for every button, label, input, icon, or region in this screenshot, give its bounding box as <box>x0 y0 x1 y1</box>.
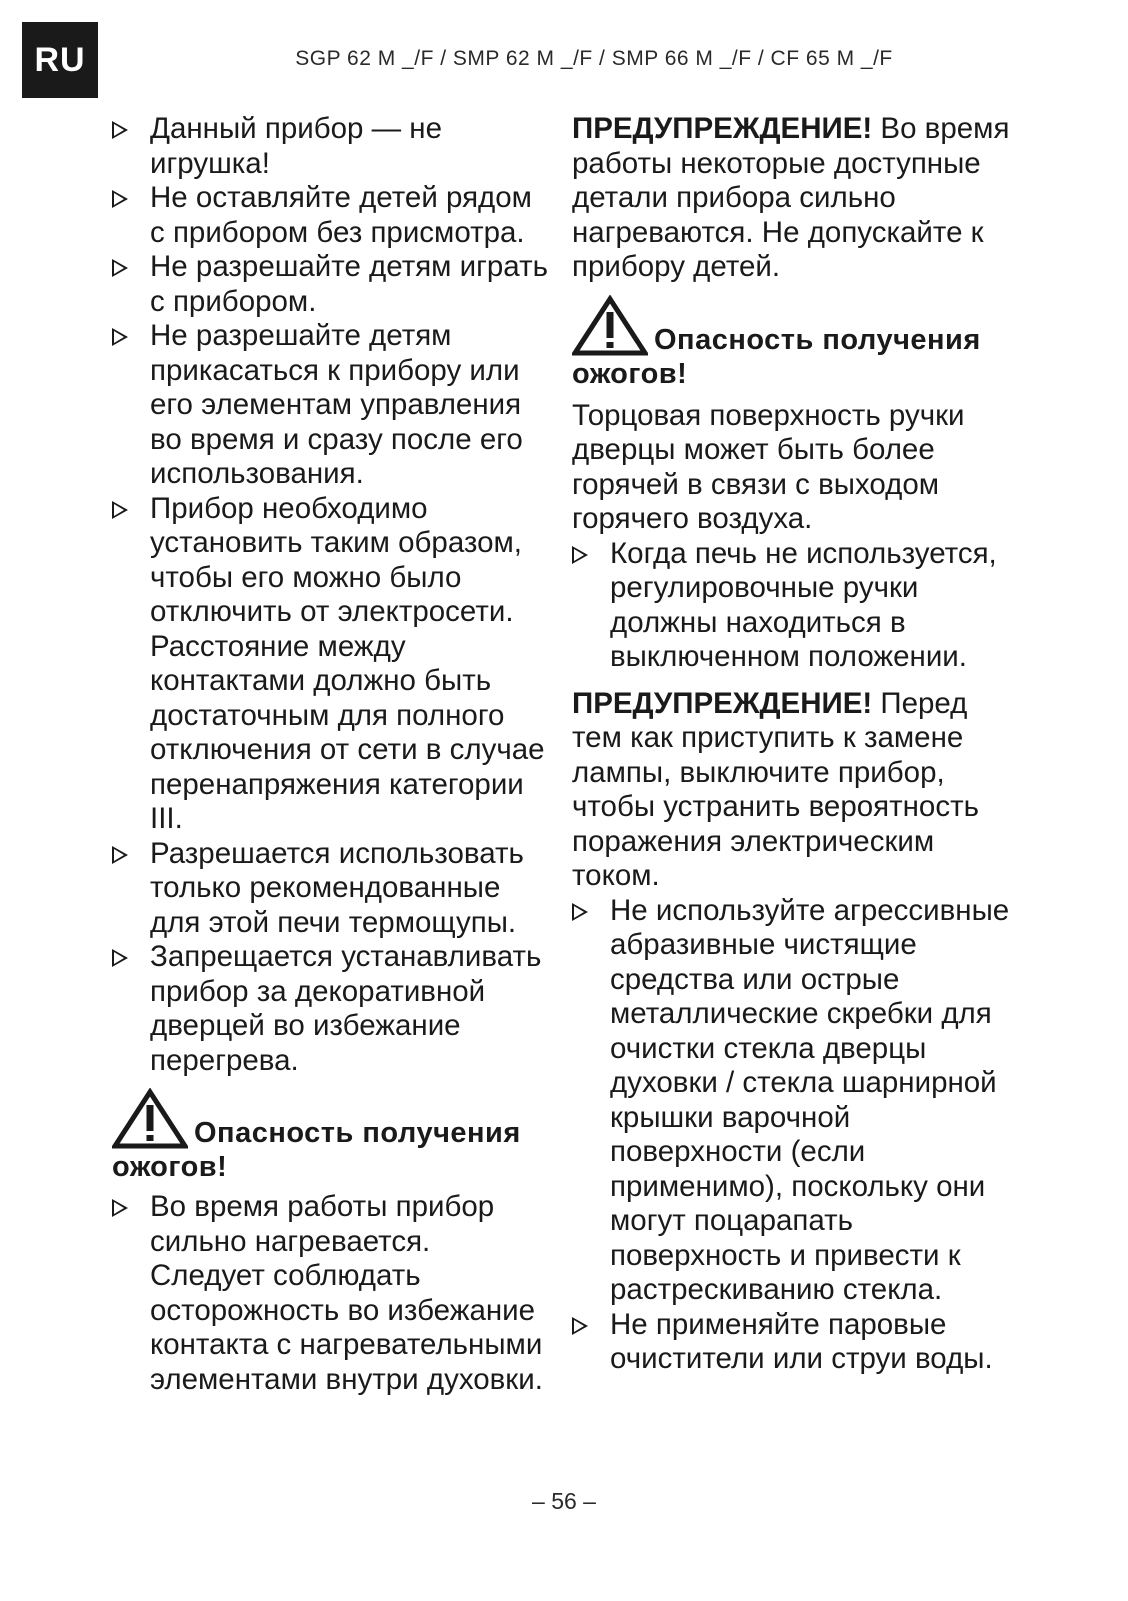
heading-line-2: ожогов! <box>112 1151 228 1183</box>
warning-triangle-icon <box>572 295 648 357</box>
triangle-bullet-icon <box>112 1199 128 1217</box>
burn-warning-heading <box>112 1088 552 1184</box>
triangle-bullet-icon <box>112 259 128 277</box>
triangle-bullet-icon <box>112 121 128 139</box>
list-item-text: Запрещается устанавливать прибор за декоративной дверцей во избежание перегрева. <box>150 940 542 1077</box>
warning-paragraph <box>572 112 1012 285</box>
heading-line-2: ожогов! <box>572 357 688 390</box>
language-badge: RU <box>22 22 98 98</box>
triangle-bullet-icon <box>572 546 588 564</box>
triangle-bullet-icon <box>572 1317 588 1335</box>
warning-paragraph <box>572 687 1012 894</box>
list-item-text: Не применяйте паровые очистители или струи воды. <box>610 1307 993 1375</box>
triangle-bullet-icon <box>112 501 128 519</box>
triangle-bullet-icon <box>112 846 128 864</box>
list-item-text: Не разрешайте детям играть с прибором. <box>150 250 548 318</box>
model-list-header: SGP 62 M _/F / SMP 62 M _/F / SMP 66 M _/F / CF 65 M _/F <box>295 47 893 70</box>
list-item-text: Данный прибор — не игрушка! <box>150 112 443 180</box>
burn-warning-heading <box>572 295 1012 391</box>
list-item <box>572 1308 1012 1377</box>
warning-label: ПРЕДУПРЕЖДЕНИЕ! <box>572 686 873 720</box>
list-item <box>112 319 552 492</box>
burn-paragraph: Торцовая поверхность ручки дверцы может быть более горячей в связи с выходом горячего воздуха. <box>572 398 965 535</box>
list-item <box>112 112 552 181</box>
list-item-text: Разрешается использовать только рекомендованные для этой печи термощупы. <box>150 836 524 939</box>
list-item <box>112 250 552 319</box>
warning-label: ПРЕДУПРЕЖДЕНИЕ! <box>572 112 873 145</box>
triangle-bullet-icon <box>112 949 128 967</box>
heading-line-1: Опасность получения <box>194 1117 521 1149</box>
page-number: – 56 – <box>532 1488 596 1514</box>
list-item-text: Прибор необходимо установить таким образом, чтобы его можно было отключить от электросети. Расстояние между контактами должно быть достаточным для полного отключения от сети в случае перенапряжения категории III. <box>150 491 545 835</box>
list-item-text: Во время работы прибор сильно нагревается. Следует соблюдать осторожность во избежание контакта с нагревательными элементами внутри духовки. <box>150 1190 543 1396</box>
list-item <box>112 492 552 837</box>
triangle-bullet-icon <box>572 903 588 921</box>
list-item <box>112 940 552 1078</box>
triangle-bullet-icon <box>112 190 128 208</box>
list-item-text: Не разрешайте детям прикасаться к прибору или его элементам управления во время и сразу после его использования. <box>150 319 523 490</box>
list-item-text: Не оставляйте детей рядом с прибором без присмотра. <box>150 181 532 249</box>
right-column <box>572 112 1012 1377</box>
list-item <box>572 894 1012 1308</box>
list-item <box>112 837 552 941</box>
list-item <box>572 537 1012 675</box>
list-item <box>112 181 552 250</box>
warning-text: Перед тем как приступить к замене лампы, выключите прибор, чтобы устранить вероятность поражения электрическим током. <box>572 686 979 892</box>
heading-line-1: Опасность получения <box>654 323 981 356</box>
triangle-bullet-icon <box>112 328 128 346</box>
list-item-text: Когда печь не используется, регулировочные ручки должны находиться в выключенном положении. <box>610 536 997 673</box>
warning-triangle-icon <box>112 1088 188 1150</box>
left-column <box>112 112 552 1397</box>
list-item <box>112 1190 552 1397</box>
warning-text: Во время работы некоторые доступные детали прибора сильно нагреваются. Не допускайте к прибору детей. <box>572 112 1010 283</box>
list-item-text: Не используйте агрессивные абразивные чистящие средства или острые металлические скребки для очистки стекла дверцы духовки / стекла шарнирной крышки варочной поверхности (если применимо), поскольку они могут поцарапать поверхность и привести к растрескиванию стекла. <box>610 893 1010 1306</box>
